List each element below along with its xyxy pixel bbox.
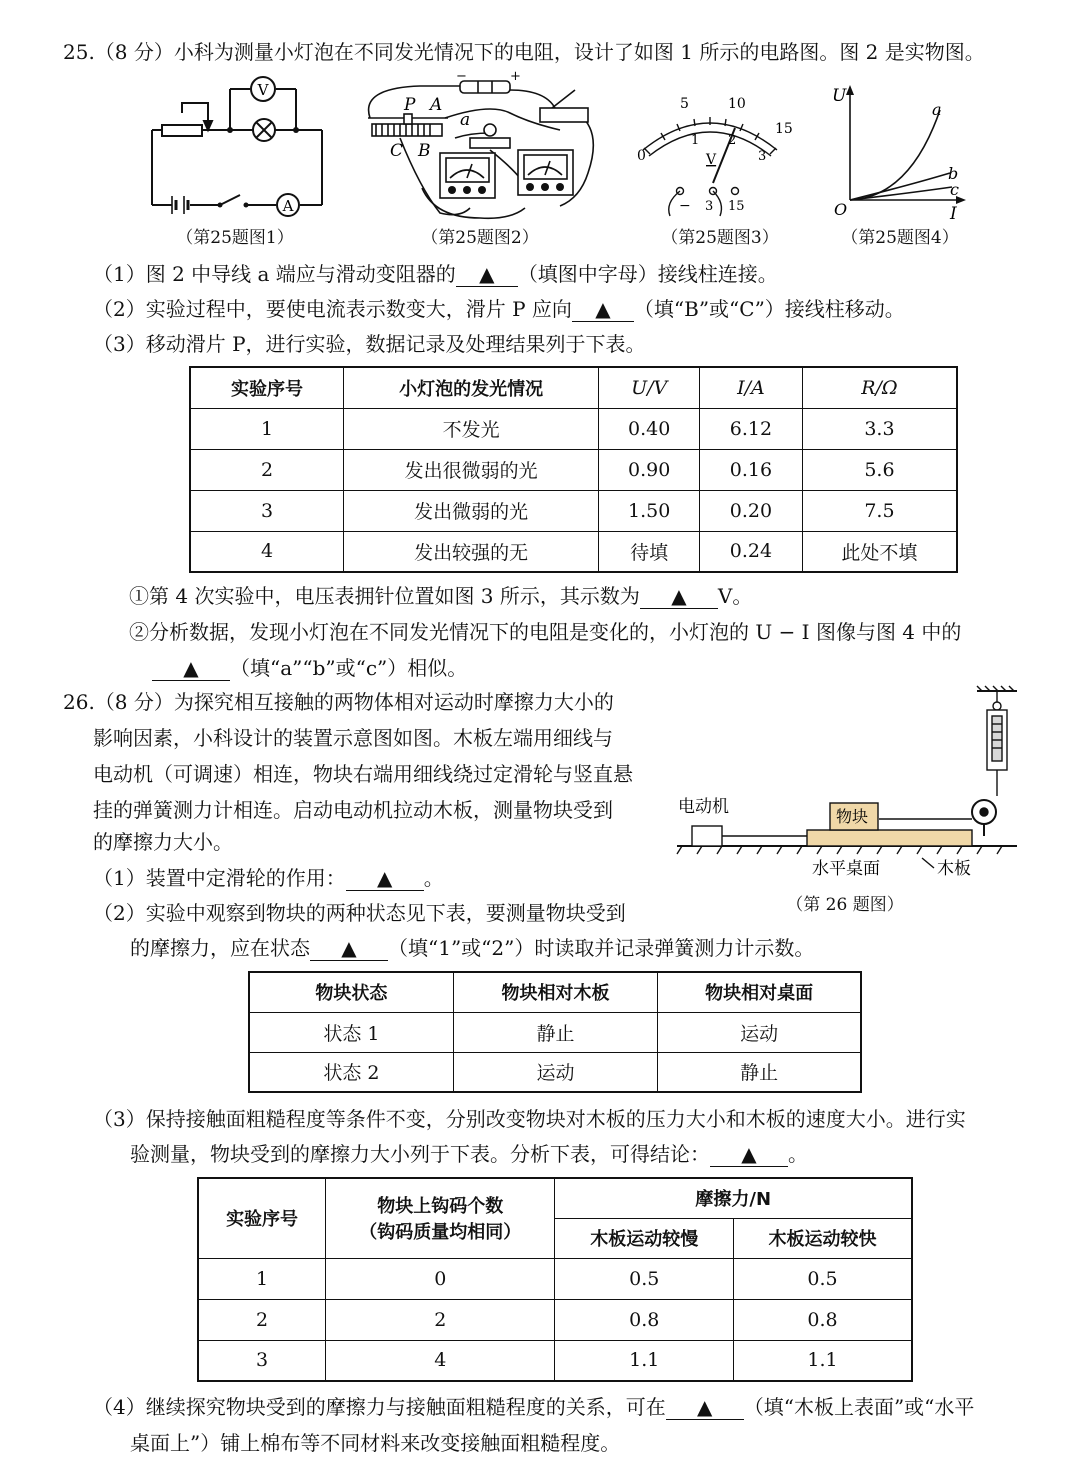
q26-intro-line: 影响因素，小科设计的装置示意图如图。木板左端用细线与 bbox=[93, 726, 613, 750]
table-cell: 0.24 bbox=[700, 531, 803, 572]
axis-u-label: U bbox=[832, 86, 847, 106]
dial-tick-15: 15 bbox=[775, 121, 793, 137]
wire-a-label: a bbox=[460, 110, 471, 130]
dial-sub-1: 1 bbox=[691, 133, 700, 148]
table-cell: 4 bbox=[326, 1340, 555, 1381]
table-row bbox=[190, 531, 957, 572]
table-cell: 0.8 bbox=[733, 1299, 912, 1340]
table-cell: 静止 bbox=[453, 1012, 657, 1052]
q25-part2: （2）实验过程中，要使电流表示数变大，滑片 P 应向 ▲ （填“B”或“C”）接线柱移动。 bbox=[93, 297, 905, 321]
fig25-2-caption: （第25题图2） bbox=[421, 228, 539, 248]
table-header: 物块上钩码个数 （钩码质量均相同） bbox=[326, 1178, 555, 1258]
answer-blank[interactable]: ▲ bbox=[666, 1395, 744, 1420]
q25-sub2-line2: ▲ （填“a”“b”或“c”）相似。 bbox=[152, 656, 467, 681]
table-cell: 7.5 bbox=[802, 490, 957, 531]
ammeter-label: A bbox=[282, 197, 294, 215]
dial-unit: V bbox=[706, 152, 717, 168]
fig25-4-ui-graph bbox=[830, 85, 970, 224]
motor-label: 电动机 bbox=[678, 797, 729, 817]
q26-intro-line: 26.（8 分）为探究相互接触的两物体相对运动时摩擦力大小的 bbox=[63, 690, 614, 714]
table-cell: 0.5 bbox=[733, 1258, 912, 1299]
q26-part2-line2: 的摩擦力，应在状态 ▲ （填“1”或“2”）时读取并记录弹簧测力计示数。 bbox=[130, 936, 815, 960]
table-cell: 发出微弱的光 bbox=[344, 490, 599, 531]
table-cell: 待填 bbox=[599, 531, 700, 572]
terminal-a-label: A bbox=[430, 95, 443, 115]
q25-heading: 25.（8 分）小科为测量小灯泡在不同发光情况下的电阻，设计了如图 1 所示的电路图。图 2 是实物图。 bbox=[63, 40, 985, 64]
answer-blank[interactable]: ▲ bbox=[572, 297, 634, 322]
table-cell: 4 bbox=[190, 531, 344, 572]
table-cell: 状态 1 bbox=[249, 1012, 453, 1052]
table-header: 摩擦力/N bbox=[555, 1178, 912, 1218]
table-row bbox=[190, 408, 957, 449]
curve-a-label: a bbox=[932, 100, 942, 119]
table-cell: 发出很微弱的光 bbox=[344, 449, 599, 490]
table-cell: 5.6 bbox=[802, 449, 957, 490]
table-header: R/Ω bbox=[802, 367, 957, 408]
battery-plus-label: + bbox=[510, 69, 521, 84]
answer-blank[interactable]: ▲ bbox=[346, 866, 424, 891]
slider-p-label: P bbox=[404, 95, 416, 115]
answer-blank[interactable]: ▲ bbox=[456, 262, 518, 287]
table-row bbox=[198, 1299, 912, 1340]
q26-part3-line2: 验测量，物块受到的摩擦力大小列于下表。分析下表，可得结论： ▲ 。 bbox=[130, 1142, 808, 1166]
q26-intro-line: 电动机（可调速）相连，物块右端用细线绕过定滑轮与竖直悬 bbox=[93, 762, 633, 786]
table-row bbox=[190, 449, 957, 490]
table-cell: 3 bbox=[198, 1340, 326, 1381]
table-header: 物块相对木板 bbox=[453, 972, 657, 1012]
table-header: I/A bbox=[700, 367, 803, 408]
table-header: 物块相对桌面 bbox=[658, 972, 861, 1012]
q26-part2-line1: （2）实验中观察到物块的两种状态见下表，要测量物块受到 bbox=[93, 901, 626, 925]
table-cell: 2 bbox=[190, 449, 344, 490]
table-row bbox=[249, 1012, 861, 1052]
table-cell: 2 bbox=[198, 1299, 326, 1340]
table-cell: 不发光 bbox=[344, 408, 599, 449]
fig25-3-caption: （第25题图3） bbox=[661, 228, 779, 248]
table-cell: 0.40 bbox=[599, 408, 700, 449]
table-header: 木板运动较慢 bbox=[555, 1218, 734, 1258]
fig26-caption: （第 26 题图） bbox=[786, 895, 904, 915]
table-cell: 3.3 bbox=[802, 408, 957, 449]
table-header: U/V bbox=[599, 367, 700, 408]
terminal-minus: − bbox=[679, 198, 691, 214]
table-cell: 此处不填 bbox=[802, 531, 957, 572]
q26-part4-line1: （4）继续探究物块受到的摩擦力与接触面粗糙程度的关系，可在 ▲ （填“木板上表面”或“水平 bbox=[93, 1395, 975, 1419]
terminal-3: 3 bbox=[705, 199, 714, 214]
table-cell: 1 bbox=[198, 1258, 326, 1299]
q26-intro-line: 挂的弹簧测力计相连。启动电动机拉动木板，测量物块受到 bbox=[93, 798, 613, 822]
table-header: 实验序号 bbox=[190, 367, 344, 408]
answer-blank[interactable]: ▲ bbox=[152, 656, 230, 681]
table-cell: 1.1 bbox=[555, 1340, 734, 1381]
block-label: 物块 bbox=[836, 807, 869, 826]
q25-sub2-line1: ②分析数据，发现小灯泡在不同发光情况下的电阻是变化的，小灯泡的 U − I 图像与图 4 中的 bbox=[129, 620, 962, 644]
q26-intro-line: 的摩擦力大小。 bbox=[93, 830, 233, 854]
table-cell: 6.12 bbox=[700, 408, 803, 449]
q26-state-table bbox=[248, 971, 862, 1093]
table-cell: 1 bbox=[190, 408, 344, 449]
table-cell: 1.1 bbox=[733, 1340, 912, 1381]
dial-tick-10: 10 bbox=[728, 96, 746, 112]
table-cell: 3 bbox=[190, 490, 344, 531]
q26-part1: （1）装置中定滑轮的作用： ▲ 。 bbox=[93, 866, 444, 890]
board-label: 木板 bbox=[937, 859, 971, 879]
table-row bbox=[249, 1052, 861, 1092]
desk-label: 水平桌面 bbox=[812, 859, 880, 879]
dial-tick-5: 5 bbox=[680, 96, 689, 112]
table-cell: 状态 2 bbox=[249, 1052, 453, 1092]
dial-sub-2: 2 bbox=[728, 133, 737, 148]
table-header: 小灯泡的发光情况 bbox=[344, 367, 599, 408]
terminal-15: 15 bbox=[728, 199, 745, 214]
fig25-2-physical-circuit bbox=[360, 69, 600, 223]
table-header: 物块状态 bbox=[249, 972, 453, 1012]
table-cell: 0.5 bbox=[555, 1258, 734, 1299]
table-cell: 0.20 bbox=[700, 490, 803, 531]
dial-sub-3: 3 bbox=[758, 149, 767, 164]
table-row bbox=[198, 1258, 912, 1299]
table-cell: 0 bbox=[326, 1258, 555, 1299]
answer-blank[interactable]: ▲ bbox=[310, 936, 388, 961]
q25-data-table bbox=[189, 366, 958, 573]
table-cell: 运动 bbox=[453, 1052, 657, 1092]
q25-part3: （3）移动滑片 P，进行实验，数据记录及处理结果列于下表。 bbox=[93, 332, 646, 356]
fig25-1-circuit-diagram bbox=[140, 75, 330, 220]
table-header: 木板运动较快 bbox=[733, 1218, 912, 1258]
table-cell: 2 bbox=[326, 1299, 555, 1340]
table-row bbox=[198, 1340, 912, 1381]
table-header: 实验序号 bbox=[198, 1178, 326, 1258]
fig25-4-caption: （第25题图4） bbox=[841, 228, 959, 248]
q26-part3-line1: （3）保持接触面粗糙程度等条件不变，分别改变物块对木板的压力大小和木板的速度大小。进行实 bbox=[93, 1107, 966, 1131]
table-cell: 发出较强的无 bbox=[344, 531, 599, 572]
fig25-1-caption: （第25题图1） bbox=[176, 228, 294, 248]
axis-i-label: I bbox=[950, 204, 957, 224]
table-cell: 0.16 bbox=[700, 449, 803, 490]
answer-blank[interactable]: ▲ bbox=[640, 584, 718, 609]
table-cell: 0.90 bbox=[599, 449, 700, 490]
curve-b-label: b bbox=[948, 164, 959, 183]
battery-minus-label: − bbox=[456, 69, 467, 84]
fig25-3-voltmeter-dial bbox=[625, 88, 805, 218]
q26-friction-table bbox=[197, 1177, 913, 1382]
table-cell: 1.50 bbox=[599, 490, 700, 531]
terminal-c-label: C bbox=[390, 141, 404, 161]
table-cell: 运动 bbox=[658, 1012, 861, 1052]
curve-c-label: c bbox=[950, 180, 959, 199]
q26-part4-line2: 桌面上”）铺上棉布等不同材料来改变接触面粗糙程度。 bbox=[130, 1431, 621, 1455]
terminal-b-label: B bbox=[418, 141, 431, 161]
q25-part1: （1）图 2 中导线 a 端应与滑动变阻器的 ▲ （填图中字母）接线柱连接。 bbox=[93, 262, 778, 286]
table-cell: 静止 bbox=[658, 1052, 861, 1092]
fig26-friction-apparatus bbox=[672, 686, 1032, 886]
answer-blank[interactable]: ▲ bbox=[710, 1142, 788, 1167]
table-cell: 0.8 bbox=[555, 1299, 734, 1340]
voltmeter-label: V bbox=[257, 81, 269, 99]
table-row bbox=[190, 490, 957, 531]
q25-sub1: ①第 4 次实验中，电压表拥针位置如图 3 所示，其示数为 ▲ V。 bbox=[129, 584, 753, 608]
origin-label: O bbox=[834, 200, 848, 219]
dial-tick-0: 0 bbox=[637, 148, 646, 164]
